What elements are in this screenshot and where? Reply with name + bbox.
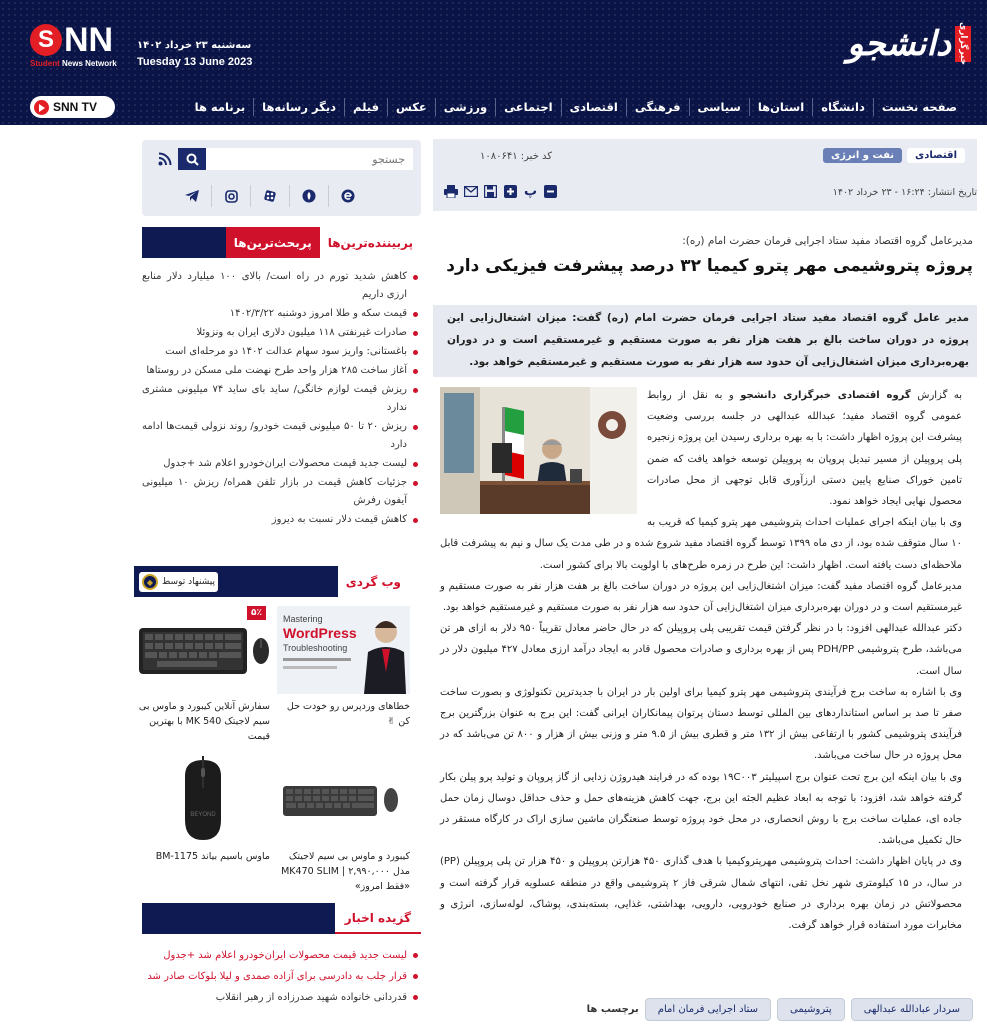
snn-logo[interactable] [30,21,117,68]
ad-image-wordpress [277,606,410,694]
ad-card[interactable] [137,756,270,864]
ad-image-keyboard-slim [277,756,410,844]
selected-news-title: گزیده اخبار [335,903,421,934]
ad-image-mouse [137,756,270,844]
article-tags [561,998,973,1021]
article-tools [443,184,558,199]
web-section-header [134,566,409,597]
suggested-by[interactable] [139,572,218,592]
nav-politics[interactable]: سیاسی [689,98,749,116]
tab-most-discussed[interactable]: پربحث‌ترین‌ها [226,227,320,258]
discount-badge: ۵٪ [247,606,266,620]
search-row [152,148,413,170]
suggested-by-label: پیشنهاد توسط [162,577,215,587]
person-image [362,616,406,694]
list-item[interactable]: جزئیات کاهش قیمت در بازار تلفن همراه/ ریزش ۱۰ میلیونی آیفون رفرش [142,474,421,510]
wp-line3: Troubleshooting [283,643,348,653]
article-photo[interactable] [440,387,637,514]
email-icon[interactable] [463,184,478,199]
article-paragraph: دکتر عبدالله عبدالهی افزود: با در نظر گرفتن قیمت تقریبی پلی پروپیلن که در حال حاضر معادل تقریباً ۹۵۰ دلار به ازای هر تن می‌باشد، طرح پتروشیمی PDH/PP پس از بهره برداری و صادرات محصول قادر به ایجاد درآمد ارزی معادل ۴۲۷ میلیون دلار در سال است. [440,623,962,677]
print-icon[interactable] [443,184,458,199]
rss-icon[interactable] [152,148,178,170]
snn-logo-subtitle: Student News Network [30,59,117,68]
snn-tv-button[interactable] [30,96,115,118]
nav-home[interactable]: صفحه نخست [873,98,965,116]
selected-news-list [142,947,421,1010]
category-economy[interactable]: اقتصادی [907,148,965,163]
article-paragraph: مدیرعامل گروه اقتصاد مفید گفت: میزان اشتغال‌زایی این پروژه در دوران ساخت بالغ بر هفت هزار نفر به صورت مستقیم و غیرمستقیم است و در دوران بهره‌برداری میزان اشتغال‌زایی آن حدود سه هزار نفر به صورت مستقیم و غیرمستقیم خواهد بود. [440,580,962,614]
article-paragraph: وی با بیان اینکه اجرای عملیات احداث پتروشیمی مهر پترو کیمیا که قریب به ۱۰ سال متوقف شده بود، از دی ماه ۱۳۹۹ توسط گروه اقتصاد مفید شروع شده و در طی مدت یک سال و نیم به پیشرفت قابل ملاحظه‌ای دست یافته است. اظهار داشت: این طرح در زمره طرح‌های با اولویت بالا برای کشور است. [440,517,962,571]
font-increase-icon[interactable] [503,184,518,199]
list-item[interactable]: باغستانی: واریز سود سهام عدالت ۱۴۰۲ دو مرحله‌ای است [142,343,421,361]
nav-social[interactable]: اجتماعی [495,98,560,116]
ad-caption: سفارش آنلاین کیبورد و ماوس بی سیم لاجیتک MK 540 با بهترین قیمت [138,701,270,742]
ad-caption: کیبورد و ماوس بی سیم لاجیتک مدل MK470 SLIM | ۲,۹۹۰,۰۰۰ «فقط امروز» [281,851,410,892]
list-item[interactable]: کاهش شدید تورم در راه است/ بالای ۱۰۰ میلیارد دلار منابع ارزی داریم [142,268,421,304]
article-lead: مدیر عامل گروه اقتصاد مفید ستاد اجرایی فرمان حضرت امام (ره) گفت: میزان اشتغال‌زایی این پروژه در دوران ساخت بالغ بر هفت هزار نفر به صورت مستقیم و غیرمستقیم است و در دوران بهره‌برداری میزان اشتغال‌زایی آن حدود سه هزار نفر به صورت مستقیم و غیرمستقیم خواهد بود. [433,305,977,377]
nav-other-media[interactable]: دیگر رسانه‌ها [253,98,344,116]
list-item[interactable]: لیست جدید قیمت محصولات ایران‌خودرو اعلام شد +جدول [142,947,421,964]
date-persian: سه‌شنبه ۲۳ خرداد ۱۴۰۲ [137,40,252,51]
main-nav [187,98,965,116]
nav-provinces[interactable]: استان‌ها [749,98,812,116]
font-label-icon: پ [523,184,538,199]
aparat-icon[interactable] [250,185,289,207]
tab-most-viewed[interactable]: پربیننده‌ترین‌ها [320,227,421,258]
search-icon [186,153,199,166]
snn-logo-s: S [30,24,62,56]
brand-tag: خبرگزاری [955,26,971,62]
nav-photo[interactable]: عکس [387,98,435,116]
ad-image-keyboard [137,606,270,694]
soroush-icon[interactable] [289,185,328,207]
web-section-title: وب گردی [338,566,409,597]
news-code: کد خبر: ۱۰۸۰۶۴۱ [480,151,553,162]
wp-line2: WordPress [283,625,357,641]
list-item[interactable]: صادرات غیرنفتی ۱۱۸ میلیون دلاری ایران به ونزوئلا [142,324,421,342]
nav-culture[interactable]: فرهنگی [626,98,689,116]
date-english: Tuesday 13 June 2023 [137,56,253,68]
save-icon[interactable] [483,184,498,199]
list-item[interactable]: قیمت سکه و طلا امروز دوشنبه ۱۴۰۲/۳/۲۲ [142,305,421,323]
search-button[interactable] [178,148,206,170]
list-item[interactable]: ریزش ۲۰ تا ۵۰ میلیونی قیمت خودرو/ روند نزولی قیمت‌ها ادامه دارد [142,418,421,454]
list-item[interactable]: قدردانی خانواده شهید صدرزاده از رهبر انقلاب [142,989,421,1006]
wp-line1: Mastering [283,614,323,624]
site-header [0,0,987,125]
article-headline: پروژه پتروشیمی مهر پترو کیمیا ۳۲ درصد پیشرفت فیزیکی دارد [446,256,973,276]
popular-tabs [142,227,421,258]
brand-name: دانشجو [847,24,951,64]
snn-logo-nn: NN [64,21,114,59]
list-item[interactable]: لیست جدید قیمت محصولات ایران‌خودرو اعلام شد +جدول [142,455,421,473]
yektanet-logo-icon: ◆ [142,574,158,590]
article-body [440,385,962,936]
tags-label: برچسب ها [586,1004,639,1015]
tag-pill[interactable]: ستاد اجرایی فرمان امام [645,998,771,1021]
article-paragraph: وی با اشاره به ساخت برج فرآیندی پتروشیمی مهر پترو کیمیا برای اولین بار در ایران با جدیدترین تکنولوژی و بصورت ساخت صفر تا صد بر اساس استانداردهای بین المللی توسط دستان پرتوان پیمانکاران ایرانی گفت: این برج به عنوان بزرگترین برج فرآیندی پتروشیمی کشور با ارتفاعی بیش از ۱۳۲ متر و قطری بیش از ۹.۵ متر و وزنی بیش از هزار و ۸۰۰ تن می‌باشد که در محل پروژه در حال ساخت می‌باشد. [440,686,963,762]
article-source: گروه اقتصادی خبرگزاری دانشجو [740,390,911,401]
selected-news-header [142,903,421,934]
tag-pill[interactable]: پتروشیمی [777,998,845,1021]
list-item[interactable]: کاهش قیمت دلار نسبت به دیروز [142,511,421,529]
ad-card[interactable] [277,756,410,894]
article-kicker: مدیرعامل گروه اقتصاد مفید ستاد اجرایی فرمان حضرت امام (ره): [682,235,973,247]
list-item[interactable]: قرار جلب به دادرسی برای آزاده صمدی و لیلا بلوکات صادر شد [142,968,421,985]
svg-text:BEYOND: BEYOND [190,812,216,818]
category-oil-energy[interactable]: نفت و انرژی [823,148,902,163]
tag-pill[interactable]: سردار عبادالله عبدالهی [851,998,973,1021]
popular-list [142,268,421,530]
article-paragraph: به گزارش گروه اقتصادی خبرگزاری دانشجو و به نقل از روابط عمومی گروه اقتصاد مفید؛ عبدالله عبدالهی در جلسه بررسی وضعیت پیشرفت این پروژه اظهار داشت: با به بهره برداری رسیدن این پروژه زنجیره پلی پروپیلن از مسیر تبدیل پروپان به پروپیلن توسعه خواهد یافت که ضمن تامین خوراک صنایع پایین دستی ارزآوری قابل توجهی از محل صادرات محصول نهایی ایجاد خواهد نمود. [647,390,962,508]
snn-tv-label: SNN TV [53,100,98,114]
search-panel [142,140,421,216]
nav-programs[interactable]: برنامه ها [194,100,246,114]
article-meta [433,139,977,211]
nav-economy[interactable]: اقتصادی [561,98,626,116]
publish-date: تاریخ انتشار: ۱۶:۲۴ - ۲۳ خرداد ۱۴۰۲ [832,187,977,198]
play-icon [34,100,49,115]
article-paragraph: وی در پایان اظهار داشت: احداث پتروشیمی مهرپتروکیمیا با هدف گذاری ۴۵۰ هزارتن پروپیلن و ۴۵۰ هزار تن پلی پروپیلن (PP) در سال، در ۱۵ کیلومتری شهر نخل تقی، انتهای شمال شرقی فاز ۲ پتروشیمی واقع در منطقه عسلویه قرار گرفته است و محصولاتش در زمان بهره برداری در صنایع خودرویی، دارویی، بهداشتی، غذایی، بسته‌بندی، پوشاک، لوله‌سازی، انرژی و مخابرات مورد استفاده قرار خواهد گرفت. [440,856,962,932]
ad-caption: ماوس باسیم بیاند BM-1175 [155,851,270,862]
list-item[interactable]: ریزش قیمت لوازم خانگی/ ساید بای ساید ۷۴ میلیونی مشتری ندارد [142,381,421,417]
list-item[interactable]: آغاز ساخت ۲۸۵ هزار واحد طرح نهضت ملی مسکن در روستاها [142,362,421,380]
ad-caption: خطاهای وردپرس رو خودت حل کن ✌ [286,701,410,727]
header-date [137,40,252,68]
social-links [172,185,367,207]
eitaa-icon[interactable] [328,185,367,207]
instagram-icon[interactable] [211,185,250,207]
nav-film[interactable]: فیلم [344,98,387,116]
ad-card[interactable] [137,606,270,744]
nav-university[interactable]: دانشگاه [812,98,873,116]
font-decrease-icon[interactable] [543,184,558,199]
category-tags [823,148,965,163]
ad-card[interactable] [277,606,410,729]
article-paragraph: وی با بیان اینکه این برج تحت عنوان برج اسپیلیتر ۱۹C۰۰۳ بوده که در فرایند هیدروژن زدایی از گاز پروپان و تولید پرو پیلن بکار گرفته خواهد شد، افزود: با توجه به ابعاد عظیم الجثه این برج، جهت کاهش هزینه‌های حمل و حذف حداقل دوسال زمان حمل جاده ای، عملیات ساخت برج با روش انحصاری، در محل خود پروژه توسط صنعتگران ماشین سازی اراک در کارگاه مستقر در حال تکمیل می‌باشد. [440,771,962,847]
telegram-icon[interactable] [172,185,211,207]
nav-sports[interactable]: ورزشی [435,98,495,116]
search-input[interactable] [206,148,413,170]
daneshjoo-logo[interactable] [847,24,971,64]
